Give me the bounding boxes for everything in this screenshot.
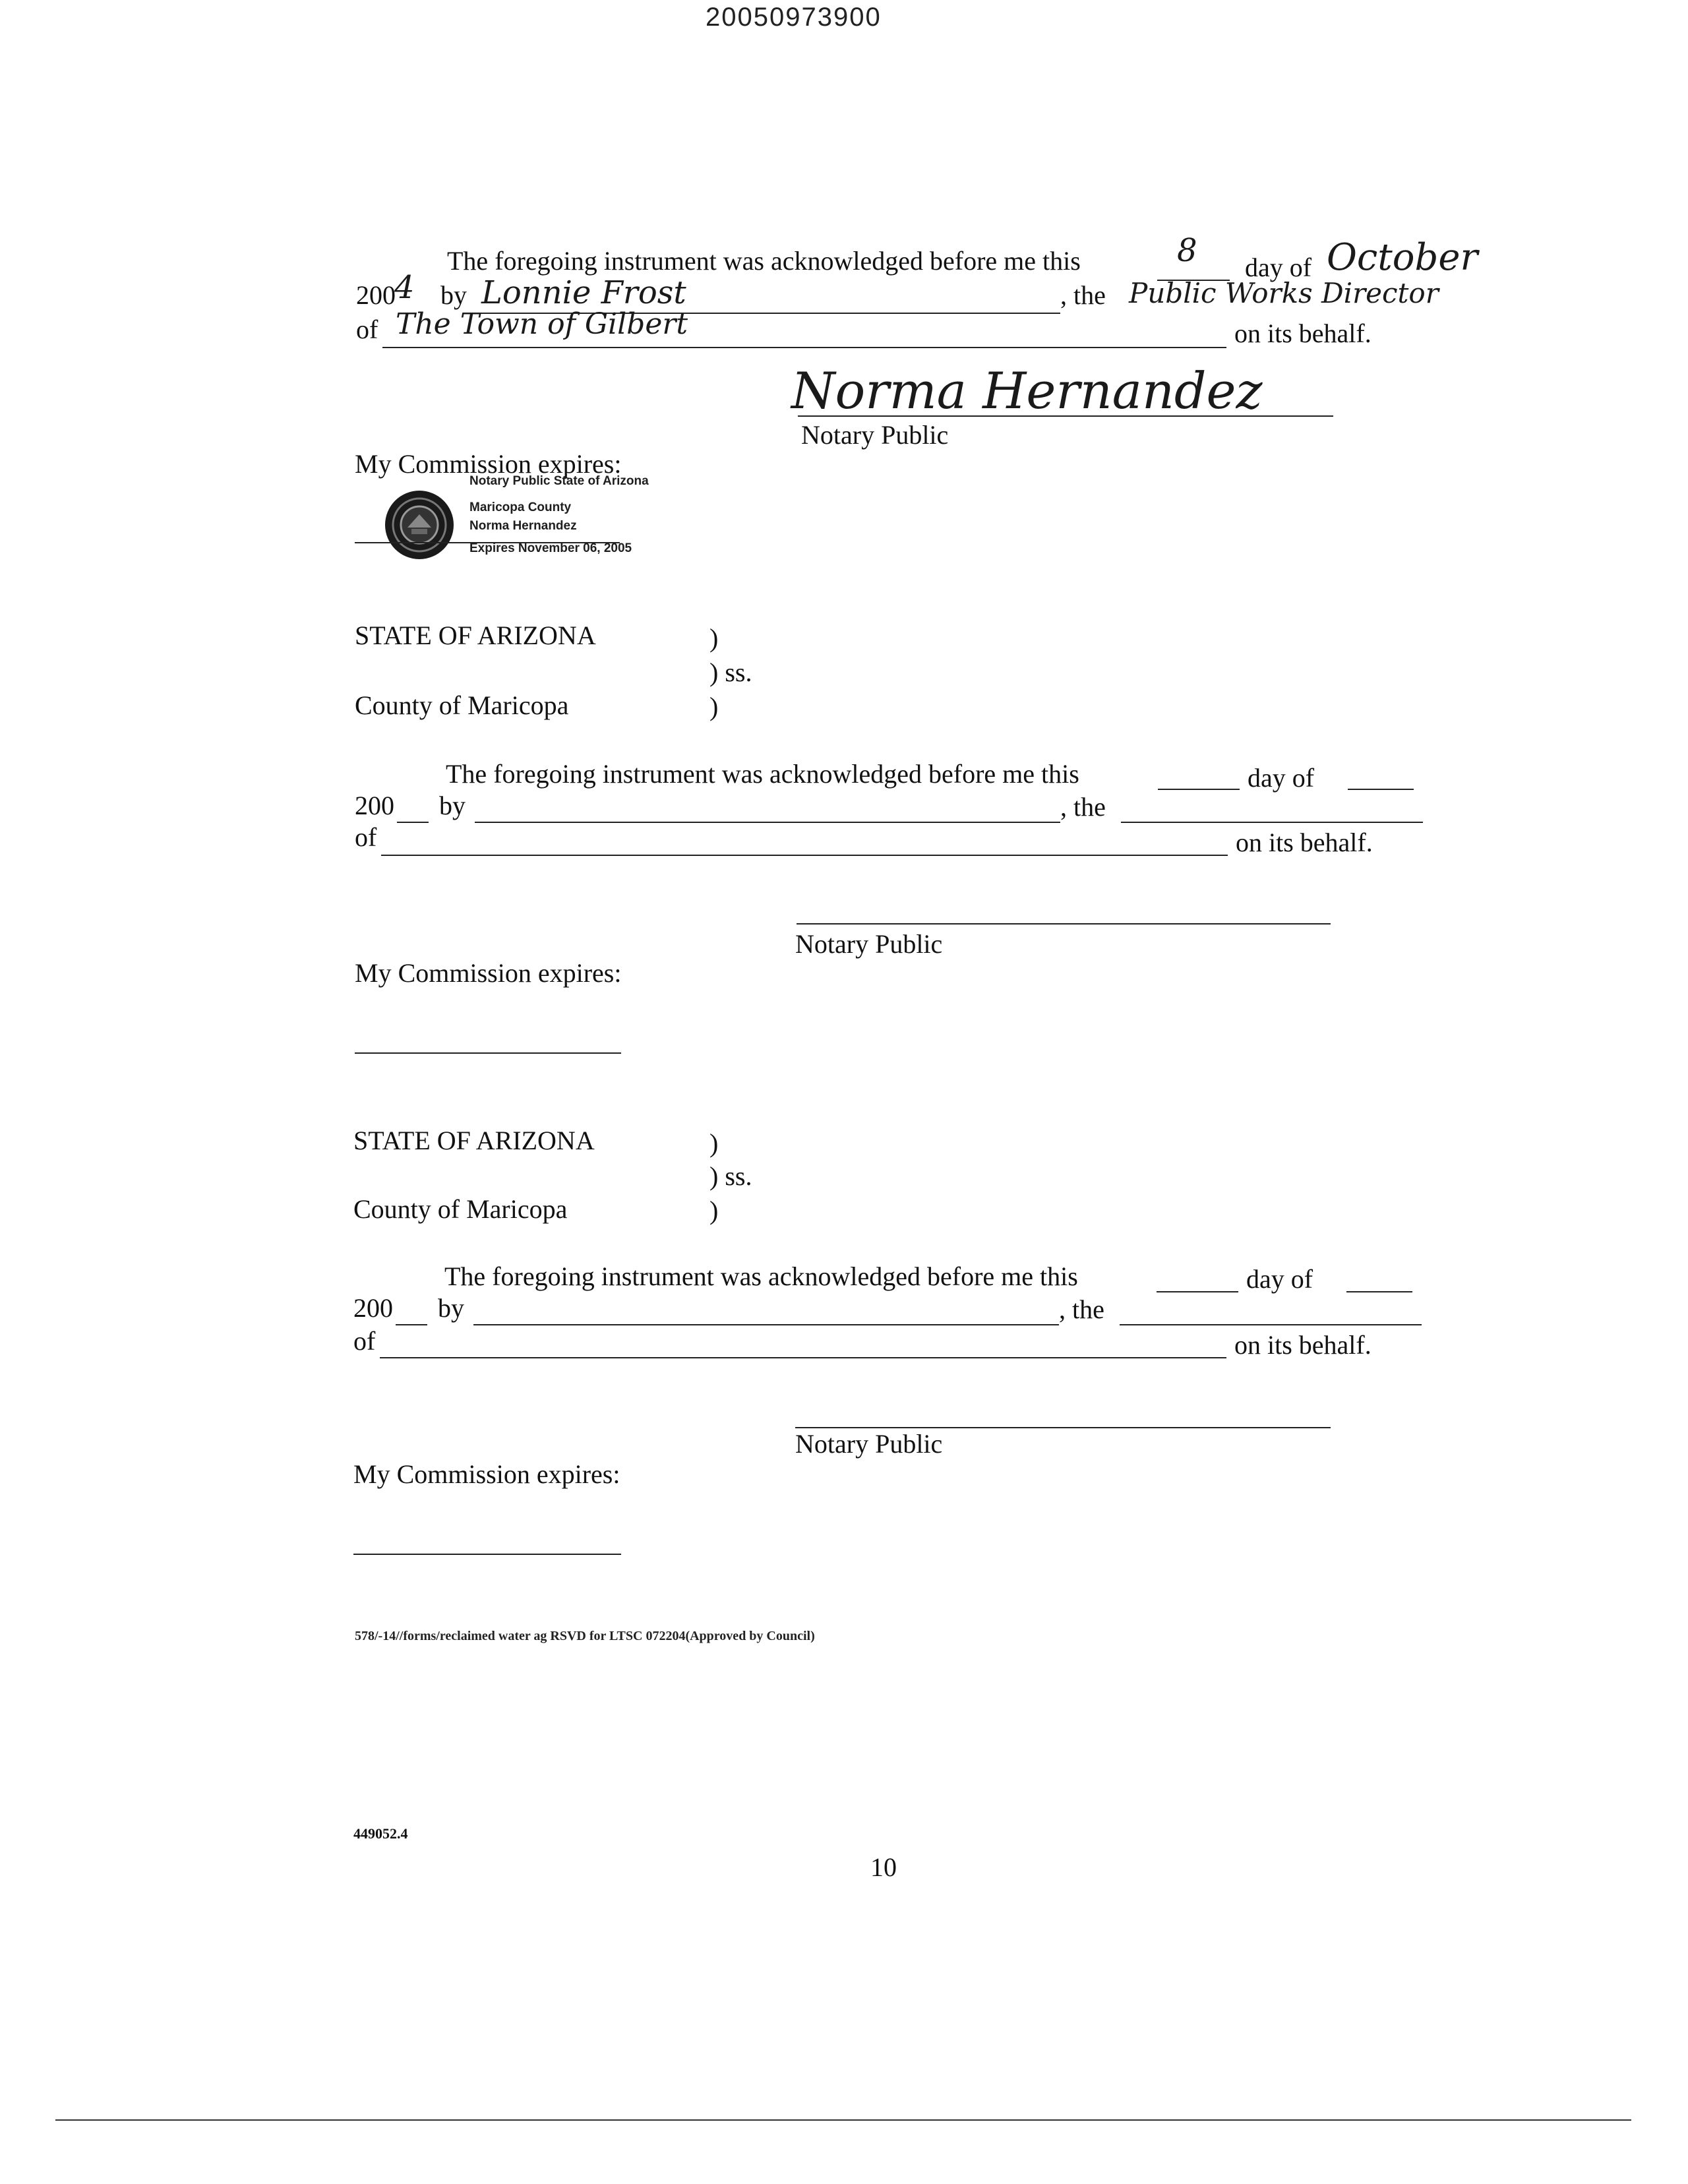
year-underline bbox=[396, 1324, 427, 1325]
county-label: County of Maricopa bbox=[353, 1194, 568, 1224]
commission-underline bbox=[353, 1554, 621, 1555]
on-behalf-label: on its behalf. bbox=[1236, 828, 1373, 857]
state-label: STATE OF ARIZONA bbox=[353, 1126, 595, 1155]
ack-intro-text: The foregoing instrument was acknowledged before me this bbox=[446, 759, 1079, 789]
day-of-label: day of bbox=[1245, 253, 1312, 282]
the-label: , the bbox=[1059, 1294, 1104, 1324]
stamp-line-1: Notary Public State of Arizona bbox=[469, 474, 649, 488]
document-code: 449052.4 bbox=[353, 1825, 408, 1842]
notary-public-label: Notary Public bbox=[801, 420, 949, 450]
on-behalf-label: on its behalf. bbox=[1234, 1330, 1372, 1360]
of-underline bbox=[382, 347, 1226, 348]
year-underline bbox=[397, 822, 429, 823]
document-number: 20050973900 bbox=[706, 3, 882, 32]
signature-line bbox=[797, 923, 1331, 925]
commission-expires-label: My Commission expires: bbox=[355, 449, 622, 479]
ss-label: ) ss. bbox=[709, 1161, 752, 1191]
of-label: of bbox=[356, 315, 378, 344]
of-underline bbox=[380, 1357, 1226, 1358]
title-underline bbox=[1120, 1324, 1422, 1325]
year-value: 4 bbox=[394, 269, 415, 306]
of-value: The Town of Gilbert bbox=[396, 307, 688, 341]
the-label: , the bbox=[1060, 792, 1106, 822]
form-code: 578/-14//forms/reclaimed water ag RSVD for LTSC 072204(Approved by Council) bbox=[355, 1629, 815, 1643]
state-label: STATE OF ARIZONA bbox=[355, 621, 596, 650]
commission-underline bbox=[355, 1052, 621, 1054]
of-label: of bbox=[355, 822, 377, 852]
day-underline bbox=[1157, 1291, 1238, 1292]
by-label: by bbox=[440, 280, 467, 310]
year-prefix: 200 bbox=[356, 280, 396, 310]
day-value: 8 bbox=[1177, 232, 1197, 269]
month-underline bbox=[1348, 789, 1414, 790]
ss-label: ) ss. bbox=[709, 657, 752, 687]
ack-intro-text: The foregoing instrument was acknowledged before me this bbox=[444, 1261, 1078, 1291]
notary-public-label: Notary Public bbox=[795, 929, 943, 959]
by-underline bbox=[475, 822, 1060, 823]
day-underline bbox=[1158, 789, 1240, 790]
signature: Norma Hernandez bbox=[791, 361, 1263, 420]
ack-intro-text: The foregoing instrument was acknowledged before me this bbox=[447, 246, 1081, 276]
paren-1: ) bbox=[709, 1128, 719, 1158]
paren-2: ) bbox=[709, 1196, 719, 1225]
notary-seal bbox=[384, 489, 455, 561]
stamp-line-2: Maricopa County bbox=[469, 501, 572, 514]
by-label: by bbox=[438, 1293, 464, 1323]
the-label: , the bbox=[1060, 280, 1106, 310]
month-value: October bbox=[1327, 236, 1478, 279]
year-prefix: 200 bbox=[353, 1293, 393, 1323]
month-underline bbox=[1346, 1291, 1412, 1292]
by-underline bbox=[473, 1324, 1059, 1325]
title-underline bbox=[1121, 822, 1423, 823]
paren-2: ) bbox=[709, 692, 719, 721]
of-label: of bbox=[353, 1326, 376, 1356]
day-of-label: day of bbox=[1248, 763, 1315, 793]
by-value: Lonnie Frost bbox=[481, 274, 686, 311]
notary-public-label: Notary Public bbox=[795, 1429, 943, 1459]
of-underline bbox=[381, 855, 1228, 856]
title-value: Public Works Director bbox=[1129, 277, 1439, 309]
on-behalf-label: on its behalf. bbox=[1234, 318, 1372, 348]
stamp-text bbox=[469, 472, 649, 558]
state-seal-icon bbox=[384, 489, 455, 561]
by-label: by bbox=[439, 791, 466, 820]
bottom-rule bbox=[55, 2119, 1631, 2121]
page-number: 10 bbox=[870, 1852, 897, 1882]
day-of-label: day of bbox=[1246, 1264, 1313, 1294]
commission-expires-label: My Commission expires: bbox=[353, 1459, 620, 1489]
paren-1: ) bbox=[709, 623, 719, 653]
stamp-line-3: Norma Hernandez bbox=[469, 519, 577, 533]
commission-expires-label: My Commission expires: bbox=[355, 958, 622, 988]
stamp-line-4: Expires November 06, 2005 bbox=[469, 541, 632, 555]
county-label: County of Maricopa bbox=[355, 690, 569, 720]
year-prefix: 200 bbox=[355, 791, 394, 820]
